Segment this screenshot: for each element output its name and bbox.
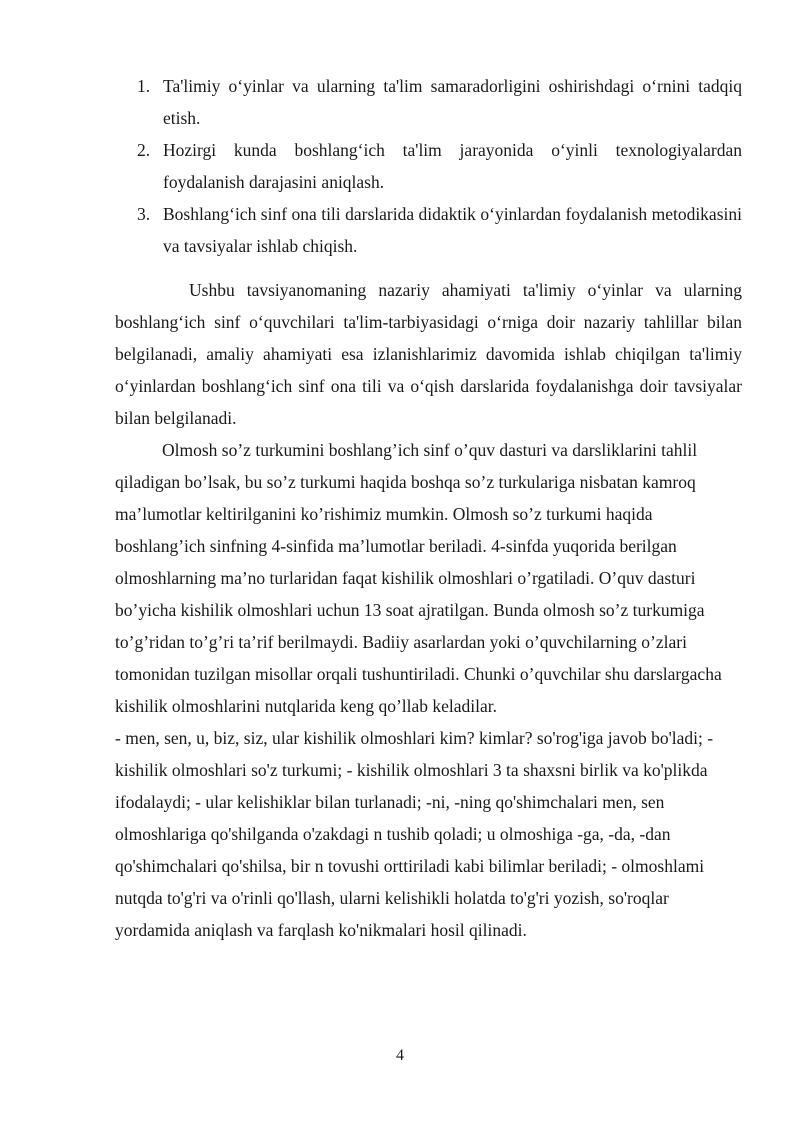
list-item-text: Hozirgi kunda boshlang‘ich ta'lim jarayonida o‘yinli texnologiyalardan foydalanish darajasini aniqlash. (163, 140, 742, 192)
paragraph-pronoun-knowledge: - men, sen, u, biz, siz, ular kishilik olmoshlari kim? kimlar? so'rog'iga javob bo'ladi; - kishilik olmoshlari so'z turkumi; - kishilik olmoshlari 3 ta shaxsni birlik va ko'plikda ifodalaydi; - ular kelishiklar bilan turlanadi; -ni, -ning qo'shimchalari men, sen olmoshlariga qo'shilganda o'zakdagi n tushib qoladi; u olmoshiga -ga, -da, -dan qo'shimchalari qo'shilsa, bir n tovushi orttiriladi kabi bilimlar beriladi; - olmoshlami nutqda to'g'ri va o'rinli qo'llash, ularni kelishikli holatda to'g'ri yozish, so'roqlar yordamida aniqlash va farqlash ko'nikmalari hosil qilinadi. (115, 728, 714, 940)
list-item-number: 1. (137, 76, 151, 96)
paragraph-significance: Ushbu tavsiyanomaning nazariy ahamiyati ta'limiy o‘yinlar va ularning boshlang‘ich sinf o‘quvchilari ta'lim-tarbiyasidagi o‘rniga doir nazariy tahlillar bilan belgilanadi, amaliy ahamiyati esa izlanishlarimiz davomida ishlab chiqilgan ta'limiy o‘yinlardan boshlang‘ich sinf ona tili va o‘qish darslarida foydalanishga doir tavsiyalar bilan belgilanadi. (115, 280, 742, 428)
document-body (115, 70, 742, 946)
list-item-text: Boshlang‘ich sinf ona tili darslarida didaktik o‘yinlardan foydalanish metodikasini va tavsiyalar ishlab chiqish. (163, 204, 742, 256)
list-item-text: Ta'limiy o‘yinlar va ularning ta'lim samaradorligini oshirishdagi o‘rnini tadqiq etish. (163, 76, 742, 128)
list-item (115, 198, 742, 262)
numbered-list (115, 70, 742, 262)
list-item (115, 134, 742, 198)
list-item (115, 70, 742, 134)
paragraph-pronoun-curriculum: Olmosh so’z turkumini boshlang’ich sinf o’quv dasturi va darsliklarini tahlil qiladigan bo’lsak, bu so’z turkumi haqida boshqa so’z turkulariga nisbatan kamroq ma’lumotlar keltirilganini ko’rishimiz mumkin. Olmosh so’z turkumi haqida boshlang’ich sinfning 4-sinfida ma’lumotlar beriladi. 4-sinfda yuqorida berilgan olmoshlarning ma’no turlaridan faqat kishilik olmoshlari o’rgatiladi. O’quv dasturi bo’yicha kishilik olmoshlari uchun 13 soat ajratilgan. Bunda olmosh so’z turkumiga to’g’ridan to’g’ri ta’rif berilmaydi. Badiiy asarlardan yoki o’quvchilarning o’zlari tomonidan tuzilgan misollar orqali tushuntiriladi. Chunki o’quvchilar shu darslargacha kishilik olmoshlarini nutqlarida keng qo’llab keladilar. (115, 440, 722, 716)
page-number: 4 (396, 1047, 404, 1064)
list-item-number: 3. (137, 204, 151, 224)
list-item-number: 2. (137, 140, 151, 160)
